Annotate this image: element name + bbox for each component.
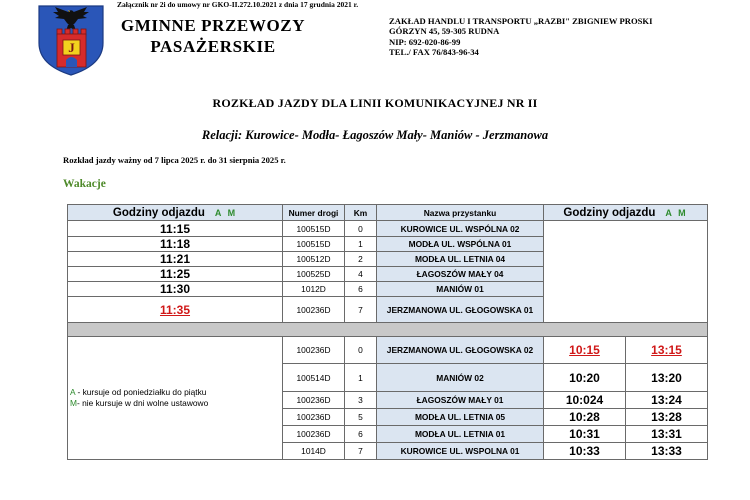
stop-name: MODŁA UL. WSPÓLNA 01 [377, 237, 544, 252]
route-number: 100236D [283, 409, 345, 426]
stop-name: MANIÓW 01 [377, 282, 544, 297]
route-number: 100236D [283, 392, 345, 409]
departure-time-1: 10:15 [544, 337, 626, 364]
departure-time-2: 13:15 [626, 337, 708, 364]
departure-time-1: 10:024 [544, 392, 626, 409]
stop-name: KUROWICE UL. WSPÓLNA 02 [377, 221, 544, 237]
km-value: 7 [345, 297, 377, 323]
km-value: 1 [345, 237, 377, 252]
departures-header: Godziny odjazdu A M [68, 205, 283, 221]
km-value: 2 [345, 252, 377, 267]
departure-time-1: 10:33 [544, 443, 626, 460]
legend [68, 337, 283, 460]
stop-name: MODŁA UL. LETNIA 01 [377, 426, 544, 443]
title-line-2: PASAŻERSKIE [150, 37, 276, 56]
km-value: 1 [345, 364, 377, 392]
stop-header: Nazwa przystanku [377, 205, 544, 221]
company-address: GÓRZYN 45, 59-305 RUDNA [389, 26, 500, 37]
km-value: 5 [345, 409, 377, 426]
route-relation: Relacji: Kurowice- Modła- Łagoszów Mały- Maniów - Jerzmanowa [201, 128, 549, 142]
departure-time: 11:25 [68, 267, 283, 282]
departure-time-2: 13:28 [626, 409, 708, 426]
table-row [68, 221, 708, 237]
schedule-heading: ROZKŁAD JAZDY DLA LINII KOMUNIKACYJNEJ NR II [212, 96, 538, 110]
title-line-1: GMINNE PRZEWOZY [120, 16, 306, 35]
km-header: Km [345, 205, 377, 221]
company-name: ZAKŁAD HANDLU I TRANSPORTU „RAZBI" ZBIGNIEW PROSKI [389, 16, 653, 26]
table-header-row [68, 205, 708, 221]
am-marker: A M [214, 207, 238, 218]
route-number: 100525D [283, 267, 345, 282]
route-number: 100515D [283, 237, 345, 252]
departure-time: 11:30 [68, 282, 283, 297]
km-value: 3 [345, 392, 377, 409]
legend-a-letter: A [70, 387, 76, 397]
table-row [68, 337, 708, 364]
departure-time-2: 13:31 [626, 426, 708, 443]
stop-name: KUROWICE UL. WSPOLNA 01 [377, 443, 544, 460]
route-number: 100512D [283, 252, 345, 267]
legend-a-text: - kursuje od poniedziałku do piątku [75, 387, 207, 397]
organization-title [113, 15, 313, 57]
table-separator [68, 323, 708, 337]
stop-name: MANIÓW 02 [377, 364, 544, 392]
route-no-header: Numer drogi [283, 205, 345, 221]
route-number: 100514D [283, 364, 345, 392]
legend-m-letter: M [70, 398, 77, 408]
departure-time: 11:35 [68, 297, 283, 323]
km-value: 6 [345, 426, 377, 443]
route-number: 100515D [283, 221, 345, 237]
stop-name: MODŁA UL. LETNIA 04 [377, 252, 544, 267]
coat-of-arms-icon [33, 3, 109, 77]
route-number: 100236D [283, 426, 345, 443]
season-label: Wakacje [63, 178, 106, 190]
departure-time: 11:15 [68, 221, 283, 237]
legend-m-text: - nie kursuje w dni wolne ustawowo [76, 398, 209, 408]
departure-time-2: 13:24 [626, 392, 708, 409]
departure-time: 11:18 [68, 237, 283, 252]
company-info [389, 16, 652, 57]
km-value: 4 [345, 267, 377, 282]
am-marker-return: A M [665, 207, 688, 218]
route-number: 1014D [283, 443, 345, 460]
timetable [67, 204, 708, 460]
stop-name: MODŁA UL. LETNIA 05 [377, 409, 544, 426]
attachment-note: Załącznik nr 2i do umowy nr GKO-II.272.10.2021 z dnia 17 grudnia 2021 r. [117, 0, 359, 9]
svg-text:J: J [68, 40, 75, 55]
stop-name: JERZMANOWA UL. GŁOGOWSKA 01 [377, 297, 544, 323]
return-departures-header: Godziny odjazdu A M [544, 205, 708, 221]
departure-time: 11:21 [68, 252, 283, 267]
empty-cell [544, 221, 708, 323]
km-value: 6 [345, 282, 377, 297]
departure-time-1: 10:20 [544, 364, 626, 392]
departure-time-2: 13:33 [626, 443, 708, 460]
validity-note: Rozkład jazdy ważny od 7 lipca 2025 r. do 31 sierpnia 2025 r. [63, 155, 286, 165]
company-nip: NIP: 692-020-86-99 [389, 36, 461, 47]
departure-time-2: 13:20 [626, 364, 708, 392]
stop-name: ŁAGOSZÓW MAŁY 04 [377, 267, 544, 282]
km-value: 0 [345, 221, 377, 237]
route-number: 100236D [283, 297, 345, 323]
route-number: 100236D [283, 337, 345, 364]
departure-time-1: 10:28 [544, 409, 626, 426]
stop-name: JERZMANOWA UL. GŁOGOWSKA 02 [377, 337, 544, 364]
km-value: 0 [345, 337, 377, 364]
route-number: 1012D [283, 282, 345, 297]
km-value: 7 [345, 443, 377, 460]
stop-name: ŁAGOSZÓW MAŁY 01 [377, 392, 544, 409]
company-phone: TEL./ FAX 76/843-96-34 [389, 46, 479, 57]
departure-time-1: 10:31 [544, 426, 626, 443]
separator-cell [68, 323, 708, 337]
